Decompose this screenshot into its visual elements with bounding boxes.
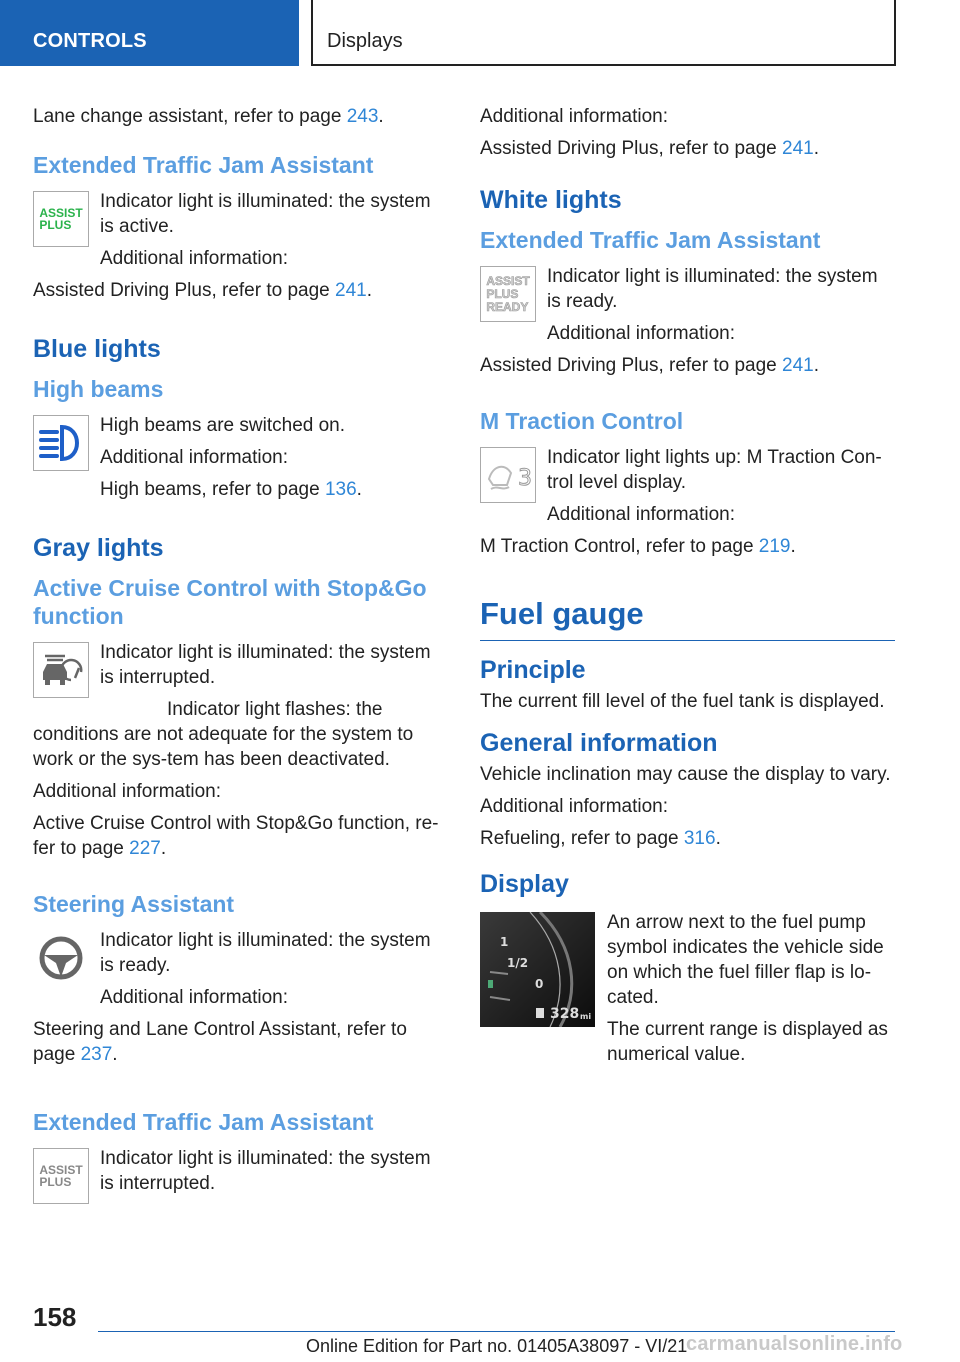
heading-m-traction-control: M Traction Control	[480, 408, 684, 434]
gauge-range-value: 328	[550, 1006, 580, 1022]
indicator-active-cruise-control: Indicator light is illuminated: the system is interrupted. Indicator light flashes: the conditions are not adequate for the system to work or the sys-tem has been deactivated. Additional information: Active Cruise Control with Stop&Go function, re-fer to page 227.	[33, 642, 439, 859]
page-link[interactable]: 227	[129, 838, 161, 859]
edition-label: Online Edition for Part no. 01405A38097 - VI/21	[306, 1336, 688, 1356]
heading-white-lights: White lights	[480, 186, 622, 214]
steering-wheel-icon	[33, 930, 89, 986]
page-link[interactable]: 136	[324, 479, 357, 500]
indicator-m-traction-control: 3 Indicator light lights up: M Traction Con-trol level display. Additional information: M Traction Control, refer to page 219.	[480, 447, 882, 557]
right-column: Additional information: Assisted Driving Plus, refer to page 241. White lights Extended Traffic Jam Assistant ASSIST PLUS READY Indicator light is illuminated: the system is ready. Additional information: Assisted Driving Plus, refer to page 241. M Traction Control 3 Indicator light lights up: M Traction Con-trol level display. Additional information: M Traction Control, refer to page 219. Fuel gauge Principle The current fill level of the fuel tank is displayed. General information Vehicle inclination may cause the display to vary. Additional information: Refueling, refer to page 316. Display 1 1/2 0 328 mi An arrow next to the fuel pump symbol indicates the vehicle side on which the fuel filler flap is lo-cated. The current range is displayed as numerical value.	[480, 104, 895, 1074]
page-link[interactable]: 241	[782, 138, 814, 159]
header-section-label: CONTROLS	[33, 30, 147, 52]
gauge-range-unit: mi	[580, 1012, 592, 1021]
footer-divider	[98, 1331, 895, 1332]
traction-control-icon	[480, 447, 536, 503]
indicator-assist-plus-ready: ASSIST PLUS READY Indicator light is illuminated: the system is ready. Additional information: Assisted Driving Plus, refer to page 241.	[480, 266, 878, 376]
heading-active-cruise-control: Active Cruise Control with Stop&Go function	[33, 575, 427, 629]
left-column	[33, 104, 443, 1204]
cruise-control-icon	[33, 642, 89, 698]
heading-extended-traffic-jam-assistant: Extended Traffic Jam Assistant	[33, 152, 374, 178]
heading-extended-traffic-jam-assistant-2: Extended Traffic Jam Assistant	[33, 1109, 374, 1135]
page-link[interactable]: 243	[346, 106, 379, 127]
heading-gray-lights: Gray lights	[33, 534, 164, 562]
fuel-display-section: 1 1/2 0 328 mi An arrow next to the fuel pump symbol indicates the vehicle side on which the fuel filler flap is lo-cated. The current range is displayed as numerical value.	[480, 910, 895, 1074]
header-chapter-tab	[311, 0, 896, 66]
heading-fuel-gauge: Fuel gauge	[480, 596, 895, 641]
heading-steering-assistant: Steering Assistant	[33, 891, 235, 917]
heading-high-beams: High beams	[33, 376, 164, 402]
fuel-gauge-image	[480, 912, 595, 1027]
gauge-mark-half: 1/2	[507, 956, 529, 970]
indicator-high-beams: High beams are switched on. Additional information: High beams, refer to page 136.	[33, 413, 443, 509]
gauge-mark-full: 1	[500, 935, 509, 949]
assist-plus-ready-icon: ASSIST PLUS READY	[480, 266, 536, 322]
gauge-mark-empty: 0	[535, 977, 544, 991]
heading-display: Display	[480, 870, 569, 898]
heading-extended-traffic-jam-assistant-3: Extended Traffic Jam Assistant	[480, 227, 821, 253]
high-beam-icon	[33, 415, 89, 471]
indicator-assist-plus-interrupted: ASSIST PLUS Indicator light is illuminated: the system is interrupted.	[33, 1146, 443, 1204]
heading-general-information: General information	[480, 729, 718, 757]
heading-principle: Principle	[480, 656, 586, 684]
assist-plus-icon: ASSIST PLUS	[33, 1148, 89, 1204]
page-link[interactable]: 237	[80, 1044, 113, 1065]
lane-change-ref: Lane change assistant, refer to page 243.	[33, 106, 384, 127]
heading-blue-lights: Blue lights	[33, 335, 161, 363]
page-link[interactable]: 241	[335, 280, 367, 301]
page-link[interactable]: 316	[683, 828, 716, 849]
assist-plus-icon: ASSIST PLUS	[33, 191, 89, 247]
header-chapter-label: Displays	[327, 30, 403, 52]
page-number: 158	[33, 1302, 77, 1332]
watermark: carmanualsonline.info	[686, 1333, 903, 1355]
indicator-steering-assistant: Indicator light is illuminated: the system is ready. Additional information: Steering and Lane Control Assistant, refer to page 237.	[33, 930, 431, 1065]
page-link[interactable]: 241	[782, 355, 814, 376]
page-link[interactable]: 219	[758, 536, 791, 557]
traction-level-label: 3	[518, 466, 532, 491]
indicator-assist-plus-active: ASSIST PLUS Indicator light is illuminated: the system is active. Additional information: Assisted Driving Plus, refer to page 241.	[33, 191, 431, 301]
header-section-tab	[0, 0, 299, 66]
fuel-pump-icon	[536, 1008, 544, 1018]
